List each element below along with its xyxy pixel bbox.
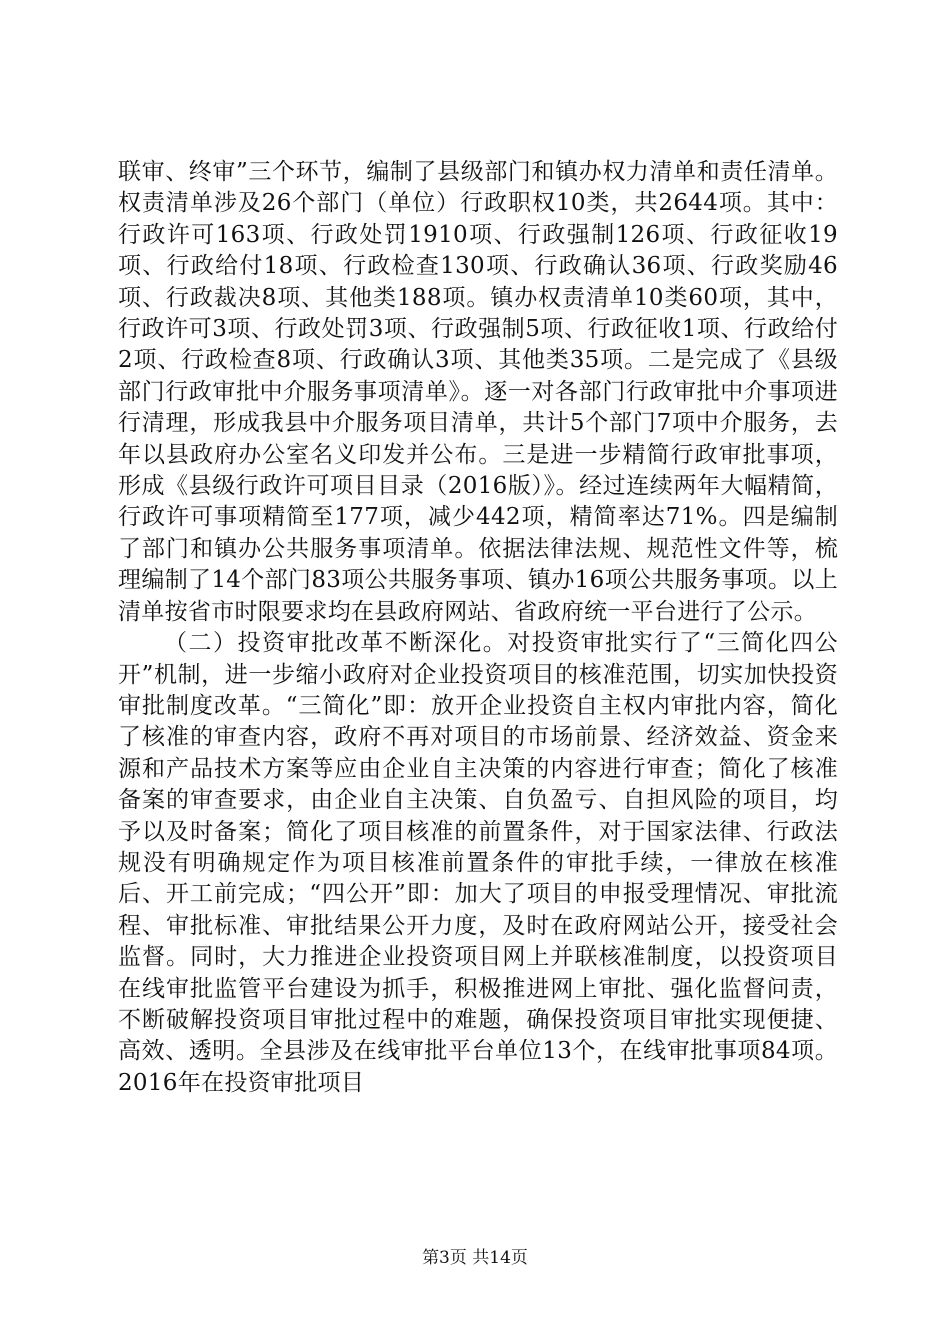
- page-footer: 第3页 共14页: [422, 1248, 528, 1268]
- paragraph-2: （二）投资审批改革不断深化。对投资审批实行了“三简化四公开”机制，进一步缩小政府对企业投资项目的核准范围，切实加快投资审批制度改革。“三简化”即：放开企业投资自主权内审批内容，简化了核准的审查内容，政府不再对项目的市场前景、经济效益、资金来源和产品技术方案等应由企业自主决策的内容进行审查；简化了核准备案的审查要求，由企业自主决策、自负盈亏、自担风险的项目，均予以及时备案；简化了项目核准的前置条件，对于国家法律、行政法规没有明确规定作为项目核准前置条件的审批手续，一律放在核准后、开工前完成；“四公开”即：加大了项目的申报受理情况、审批流程、审批标准、审批结果公开力度，及时在政府网站公开，接受社会监督。同时，大力推进企业投资项目网上并联核准制度，以投资项目在线审批监管平台建设为抓手，积极推进网上审批、强化监督问责，不断破解投资项目审批过程中的难题，确保投资项目审批实现便捷、高效、透明。全县涉及在线审批平台单位13个，在线审批事项84项。2016年在投资审批项目: [118, 630, 838, 1096]
- body-text: [118, 157, 838, 1099]
- paragraph-1: 联审、终审”三个环节，编制了县级部门和镇办权力清单和责任清单。权责清单涉及26个部门（单位）行政职权10类，共2644项。其中：行政许可163项、行政处罚1910项、行政强制126项、行政征收19项、行政给付18项、行政检查130项、行政确认36项、行政奖励46项、行政裁决8项、其他类188项。镇办权责清单10类60项，其中，行政许可3项、行政处罚3项、行政强制5项、行政征收1项、行政给付2项、行政检查8项、行政确认3项、其他类35项。二是完成了《县级部门行政审批中介服务事项清单》。逐一对各部门行政审批中介事项进行清理，形成我县中介服务项目清单，共计5个部门7项中介服务，去年以县政府办公室名义印发并公布。三是进一步精简行政审批事项，形成《县级行政许可项目目录（2016版）》。经过连续两年大幅精简，行政许可事项精简至177项，减少442项，精简率达71%。四是编制了部门和镇办公共服务事项清单。依据法律法规、规范性文件等，梳理编制了14个部门83项公共服务事项、镇办16项公共服务事项。以上清单按省市时限要求均在县政府网站、省政府统一平台进行了公示。: [118, 159, 838, 625]
